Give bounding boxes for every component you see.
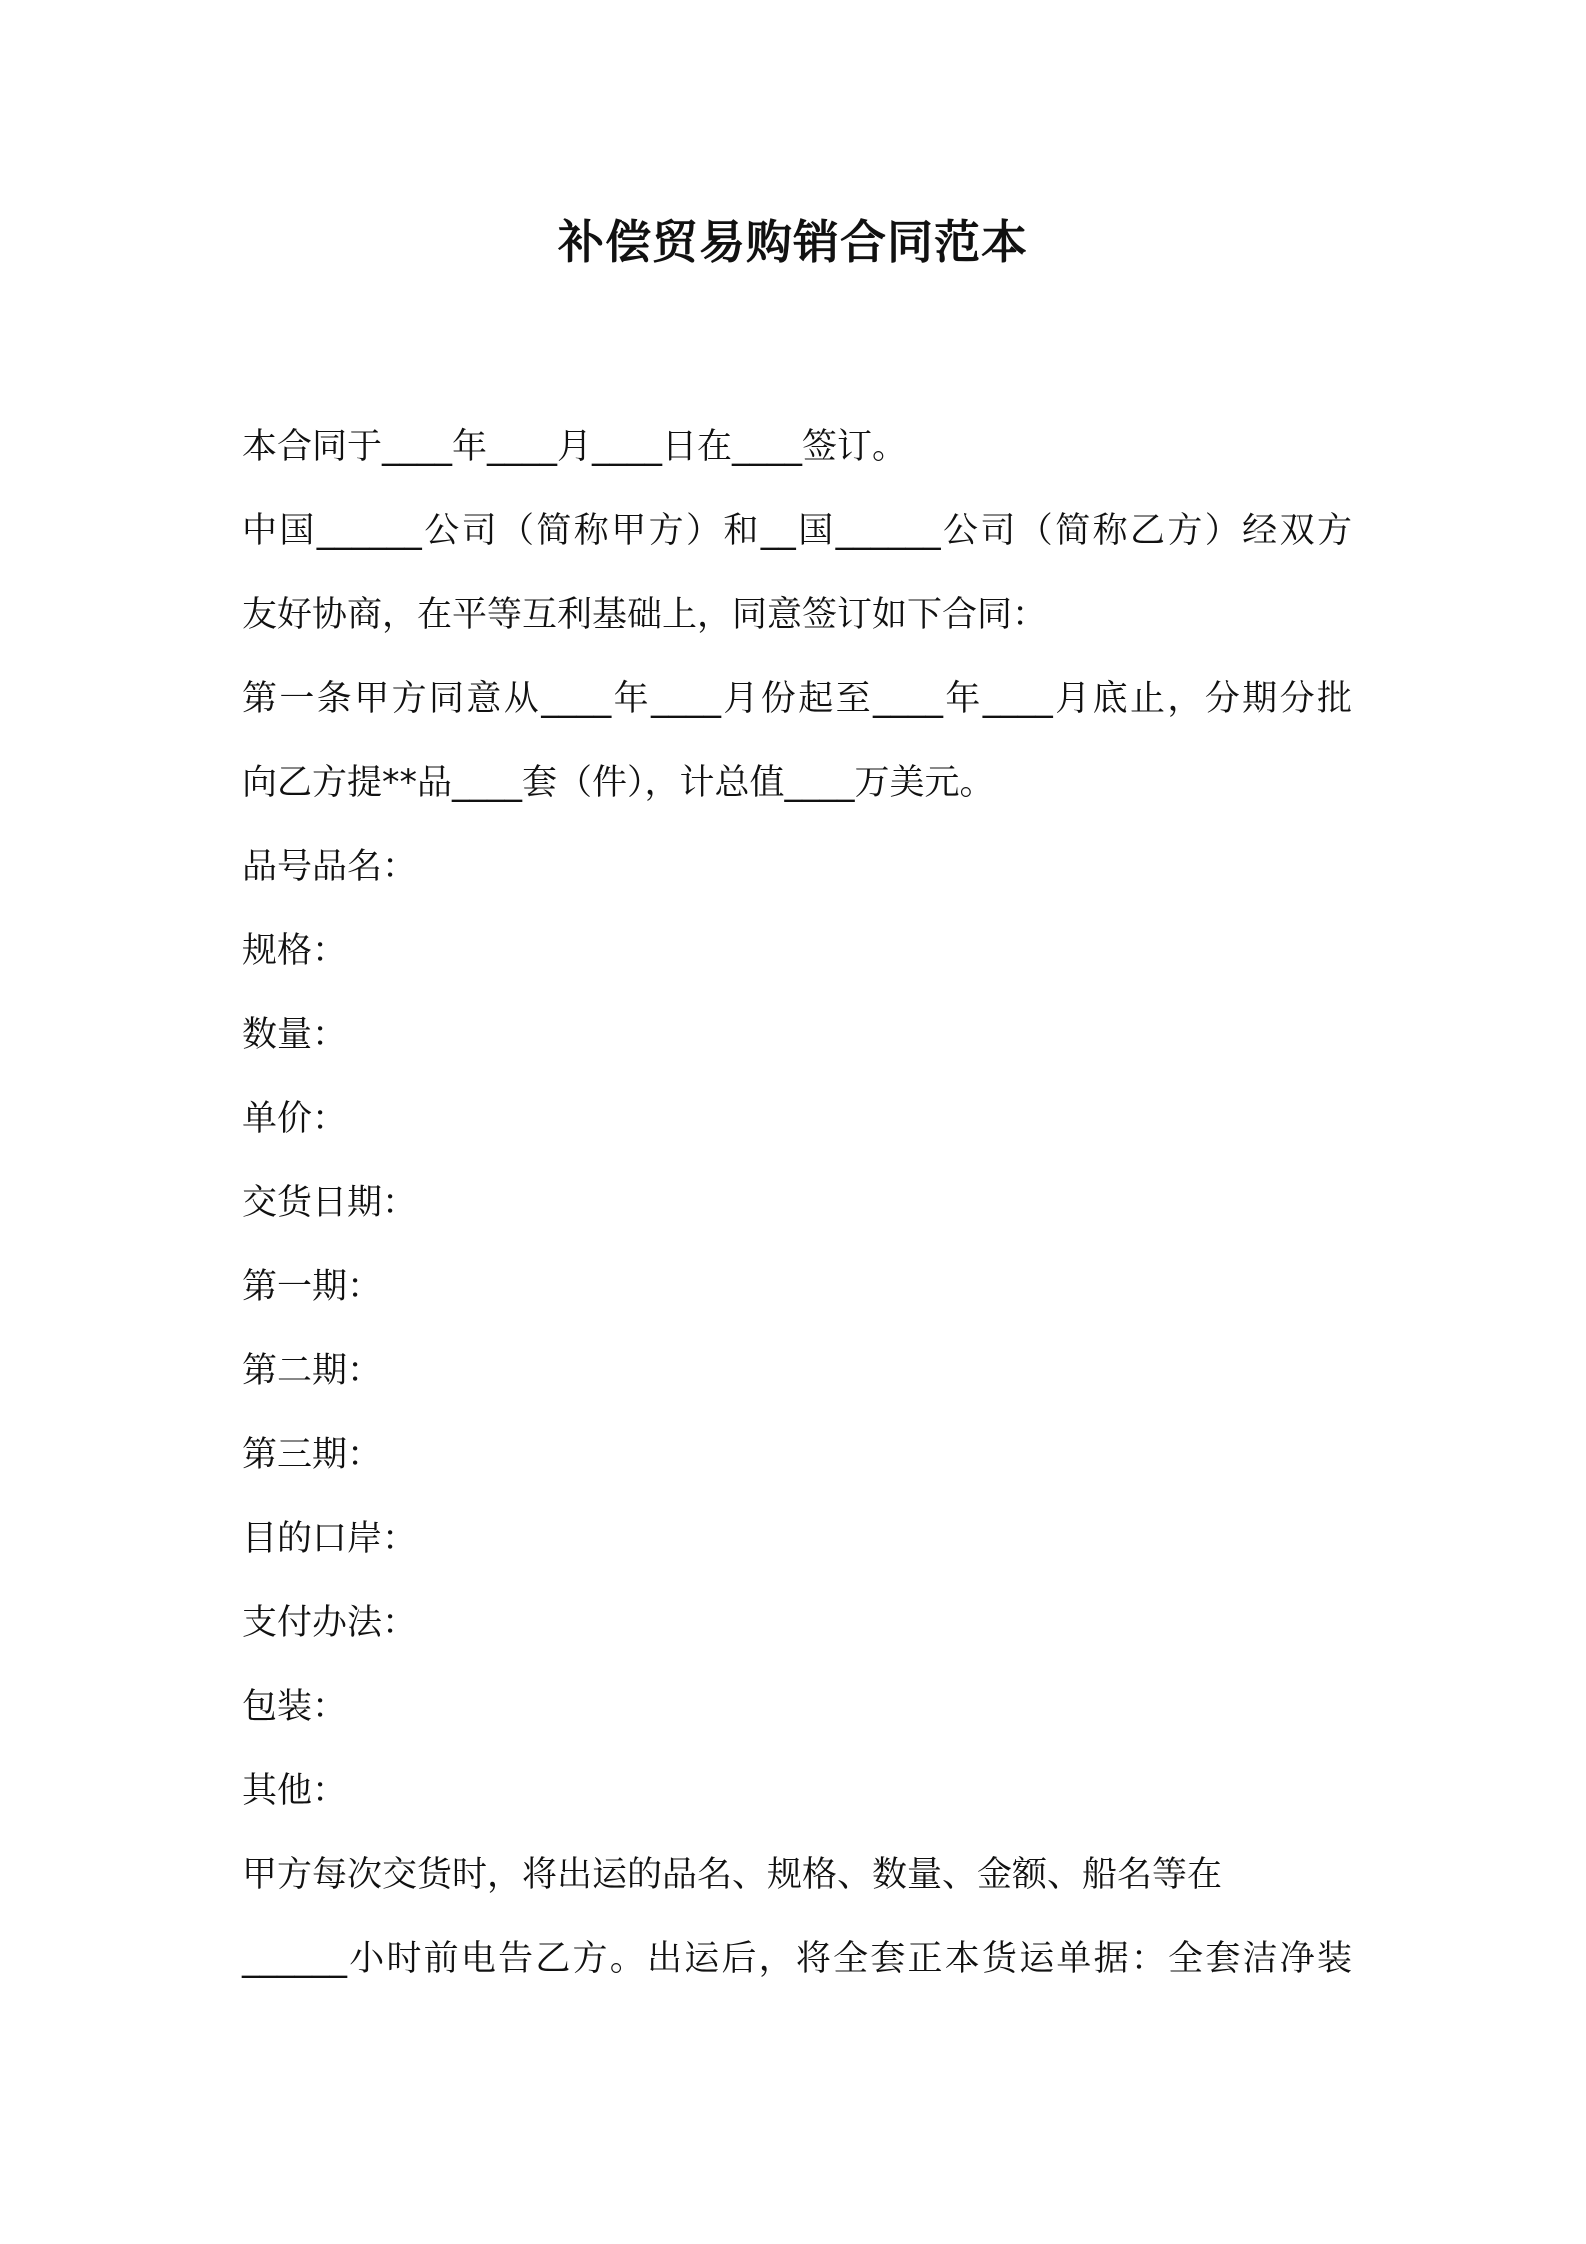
field-product-name: 品号品名： <box>242 847 418 887</box>
field-phase-1: 第一期： <box>242 1267 383 1307</box>
text-line-sign-date: 本合同于____年____月____日在____签订。 <box>242 427 908 467</box>
field-phase-3: 第三期： <box>242 1435 383 1475</box>
text-line-parties-cont: 友好协商，在平等互利基础上，同意签订如下合同： <box>242 595 1048 635</box>
document-title: 补偿贸易购销合同范本 <box>558 215 1028 269</box>
text-line-article-1-cont: 向乙方提**品____套（件），计总值____万美元。 <box>242 763 995 803</box>
field-payment-method: 支付办法： <box>242 1603 418 1643</box>
text-line-delivery-notice: 甲方每次交货时，将出运的品名、规格、数量、金额、船名等在 <box>242 1855 1223 1895</box>
field-other: 其他： <box>242 1771 348 1811</box>
field-phase-2: 第二期： <box>242 1351 383 1391</box>
field-packaging: 包装： <box>242 1687 348 1727</box>
text-line-parties: 中国______公司（简称甲方）和__国______公司（简称乙方）经双方 <box>242 511 1352 551</box>
field-specification: 规格： <box>242 931 348 971</box>
field-unit-price: 单价： <box>242 1099 348 1139</box>
field-destination-port: 目的口岸： <box>242 1519 418 1559</box>
text-line-article-1: 第一条甲方同意从____年____月份起至____年____月底止，分期分批 <box>242 679 1352 719</box>
contract-body <box>242 405 1352 2001</box>
field-quantity: 数量： <box>242 1015 348 1055</box>
field-delivery-date: 交货日期： <box>242 1183 418 1223</box>
text-line-delivery-notice-cont: ______小时前电告乙方。出运后，将全套正本货运单据：全套洁净装 <box>242 1939 1352 1979</box>
